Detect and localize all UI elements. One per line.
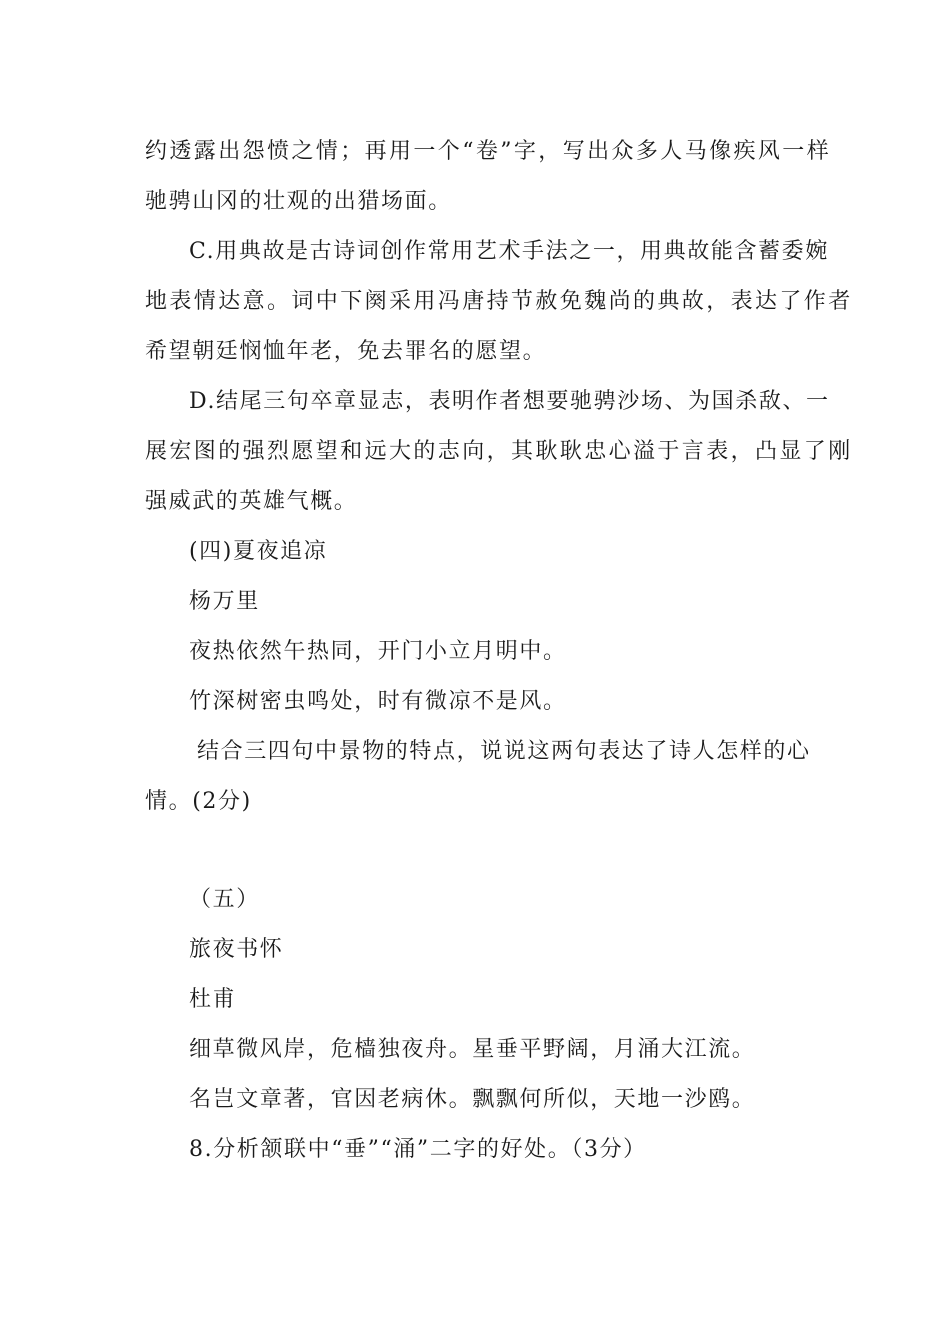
section-5-heading: （五）	[189, 887, 260, 912]
poem-5-title: 旅夜书怀	[189, 937, 284, 962]
question-7-line-1: 结合三四句中景物的特点，说说这两句表达了诗人怎样的心	[197, 739, 811, 764]
poem-4-author: 杨万里	[189, 589, 260, 614]
poem-4-title: (四)夏夜追凉	[189, 539, 328, 564]
poem-4-verse-1: 夜热依然午热同，开门小立月明中。	[189, 639, 567, 664]
option-d-line-3: 强威武的英雄气概。	[145, 489, 358, 514]
option-d-line-2: 展宏图的强烈愿望和远大的志向，其耿耿忠心溢于言表，凸显了刚	[145, 439, 853, 464]
option-c-line-1: C.用典故是古诗词创作常用艺术手法之一，用典故能含蓄委婉	[189, 239, 829, 264]
question-7-line-2: 情。(2分)	[145, 789, 252, 814]
poem-5-verse-1: 细草微风岸，危樯独夜舟。星垂平野阔，月涌大江流。	[189, 1037, 756, 1062]
text-line-1: 约透露出怨愤之情；再用一个“卷”字，写出众多人马像疾风一样	[145, 139, 832, 164]
option-d-line-1: D.结尾三句卒章显志，表明作者想要驰骋沙场、为国杀敌、一	[189, 389, 830, 414]
poem-5-author: 杜甫	[189, 987, 237, 1012]
question-8: 8.分析颔联中“垂”“涌”二字的好处。（3分）	[189, 1137, 647, 1162]
option-c-line-3: 希望朝廷悯恤年老，免去罪名的愿望。	[145, 339, 547, 364]
text-line-2: 驰骋山冈的壮观的出猎场面。	[145, 189, 452, 214]
option-c-line-2: 地表情达意。词中下阕采用冯唐持节赦免魏尚的典故，表达了作者	[145, 289, 853, 314]
poem-4-verse-2: 竹深树密虫鸣处，时有微凉不是风。	[189, 689, 567, 714]
poem-5-verse-2: 名岂文章著，官因老病休。飘飘何所似，天地一沙鸥。	[189, 1087, 756, 1112]
